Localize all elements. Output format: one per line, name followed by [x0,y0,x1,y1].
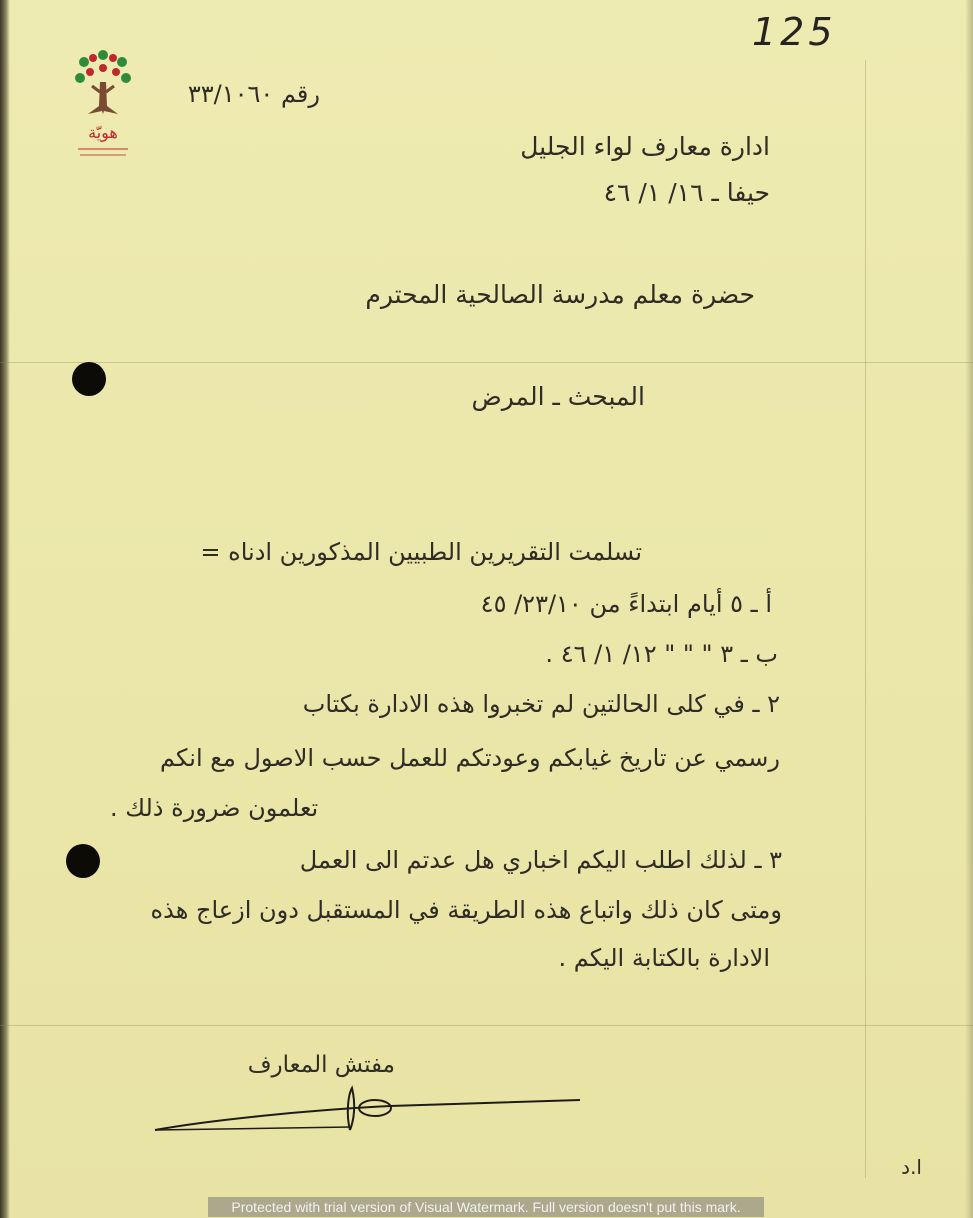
addressee: حضرة معلم مدرسة الصالحية المحترم [365,280,755,309]
intro-line: تسلمت التقريرين الطبيين المذكورين ادناه = [200,538,642,566]
paragraph-line: ٢ ـ في كلى الحالتين لم تخبروا هذه الادارة بكتاب [302,690,780,718]
logo-wordmark: هويّة [88,123,118,142]
header-place-date: حيفا ـ ١٦/ ١/ ٤٦ [603,178,770,207]
scan-edge-left [0,0,10,1218]
paragraph-line: ٣ ـ لذلك اطلب اليكم اخباري هل عدتم الى العمل [299,846,782,874]
paragraph-line: الادارة بالكتابة اليكم . [558,944,770,972]
list-item: ب ـ ٣ " " " ١٢/ ١/ ٤٦ . [545,640,778,668]
huwiyya-logo [70,48,136,168]
paper-fold-line [865,60,866,1178]
footer-initials: ا.د [901,1155,922,1179]
trial-watermark-banner: Protected with trial version of Visual Watermark. Full version doesn't put this mark. [208,1197,764,1217]
punch-hole [66,844,100,878]
paragraph-line: تعلمون ضرورة ذلك . [110,794,319,822]
list-item: أ ـ ٥ أيام ابتداءً من ٢٣/١٠/ ٤٥ [480,590,772,618]
header-office: ادارة معارف لواء الجليل [520,132,770,161]
handwritten-signature [150,1080,590,1140]
paper-fold-line [0,1025,973,1026]
reference-number: رقم ۳۳/۱۰٦۰ [187,80,320,108]
paper-fold-line [0,362,973,363]
tree-logo-icon [70,48,136,168]
punch-hole [72,362,106,396]
page-number: 125 [752,10,837,54]
paragraph-line: ومتى كان ذلك واتباع هذه الطريقة في المستقبل دون ازعاج هذه [150,896,782,924]
scan-edge-right [965,0,973,1218]
subject: المبحث ـ المرض [471,382,645,411]
paragraph-line: رسمي عن تاريخ غيابكم وعودتكم للعمل حسب الاصول مع انكم [160,744,780,772]
signatory-title: مفتش المعارف [247,1052,395,1078]
